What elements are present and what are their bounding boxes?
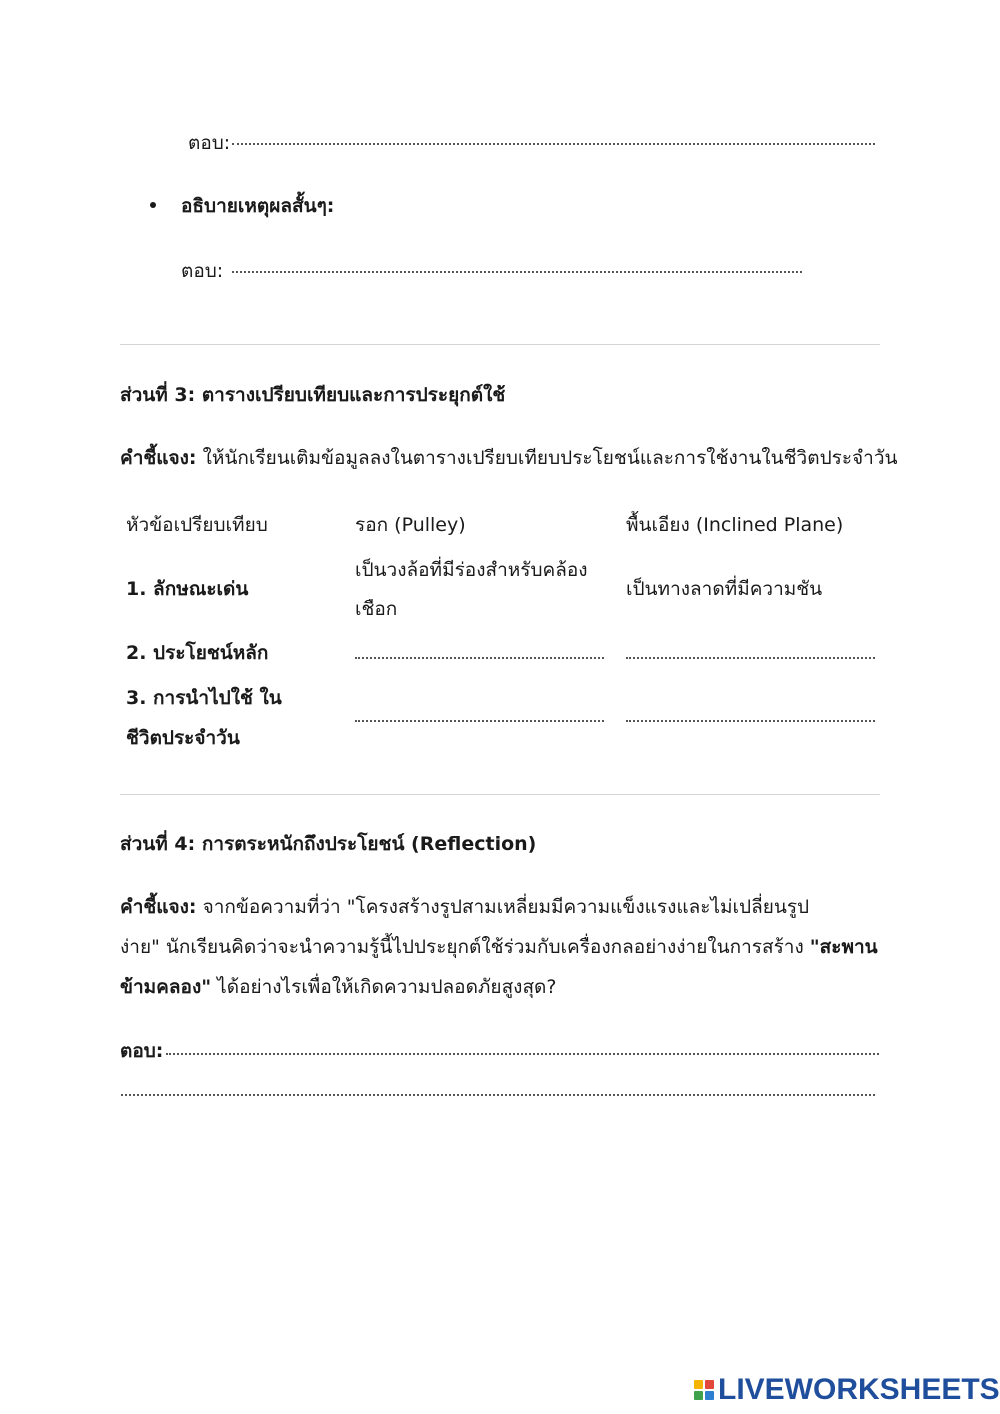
- section4-instr-label: คำชี้แจง:: [120, 896, 197, 918]
- answer1-label: ตอบ:: [188, 132, 231, 154]
- section4-answer-field-2[interactable]: [121, 1094, 875, 1096]
- row3-incline-field[interactable]: [626, 720, 875, 722]
- row3-label-line2: ชีวิตประจำวัน: [126, 727, 240, 749]
- section4-line2-text: ง่าย" นักเรียนคิดว่าจะนำความรู้นี้ไปประยุกต์ใช้ร่วมกับเครื่องกลอย่างง่ายในการสร้าง: [120, 936, 804, 958]
- row2-label: 2. ประโยชน์หลัก: [126, 642, 269, 664]
- logo-text: LIVEWORKSHEETS: [718, 1373, 1000, 1406]
- logo-block: [694, 1380, 703, 1389]
- logo-block: [705, 1380, 714, 1389]
- section3-instr-label: คำชี้แจง:: [120, 447, 197, 469]
- row1-pulley-line1: เป็นวงล้อที่มีร่องสำหรับคล้อง: [355, 559, 588, 581]
- row1-label: 1. ลักษณะเด่น: [126, 578, 249, 600]
- logo-blocks-icon: [694, 1380, 714, 1400]
- section4-title: ส่วนที่ 4: การตระหนักถึงประโยชน์ (Reflection): [120, 833, 537, 855]
- table-header-pulley: รอก (Pulley): [355, 514, 466, 536]
- table-header-incline: พื้นเอียง (Inclined Plane): [626, 514, 844, 536]
- divider: [120, 344, 880, 345]
- answer2-label: ตอบ:: [181, 260, 224, 282]
- section4-answer-label: ตอบ:: [120, 1040, 164, 1062]
- section3-title: ส่วนที่ 3: ตารางเปรียบเทียบและการประยุกต์ใช้: [120, 384, 506, 406]
- logo-block: [705, 1391, 714, 1400]
- section3-instr-text: ให้นักเรียนเติมข้อมูลลงในตารางเปรียบเทียบประโยชน์และการใช้งานในชีวิตประจำวัน: [202, 447, 898, 469]
- section4-instruction-line1: [120, 892, 809, 922]
- answer2-field[interactable]: [232, 271, 802, 273]
- section3-instruction: [120, 443, 898, 473]
- section4-instruction-line2: [120, 932, 878, 962]
- answer1-field[interactable]: [232, 143, 875, 145]
- section4-instr-text: จากข้อความที่ว่า "โครงสร้างรูปสามเหลี่ยมมีความแข็งแรงและไม่เปลี่ยนรูป: [202, 896, 810, 918]
- row1-incline: เป็นทางลาดที่มีความชัน: [626, 578, 823, 600]
- row2-pulley-field[interactable]: [355, 657, 604, 659]
- bullet-icon: [150, 202, 156, 208]
- section4-line3-text: ได้อย่างไรเพื่อให้เกิดความปลอดภัยสูงสุด?: [217, 976, 557, 998]
- divider: [120, 794, 880, 795]
- section4-answer-field-1[interactable]: [166, 1053, 879, 1055]
- row3-pulley-field[interactable]: [355, 720, 604, 722]
- row1-pulley-line2: เชือก: [355, 598, 398, 620]
- table-header-topic: หัวข้อเปรียบเทียบ: [126, 514, 268, 536]
- section4-line3-bold: ข้ามคลอง": [120, 976, 212, 998]
- row3-label-line1: 3. การนำไปใช้ ใน: [126, 687, 282, 709]
- logo-block: [694, 1391, 703, 1400]
- section4-line2-bold: "สะพาน: [809, 936, 878, 958]
- section4-instruction-line3: [120, 972, 556, 1002]
- reason-heading: อธิบายเหตุผลสั้นๆ:: [181, 195, 335, 217]
- row2-incline-field[interactable]: [626, 657, 875, 659]
- liveworksheets-logo[interactable]: [694, 1375, 1000, 1405]
